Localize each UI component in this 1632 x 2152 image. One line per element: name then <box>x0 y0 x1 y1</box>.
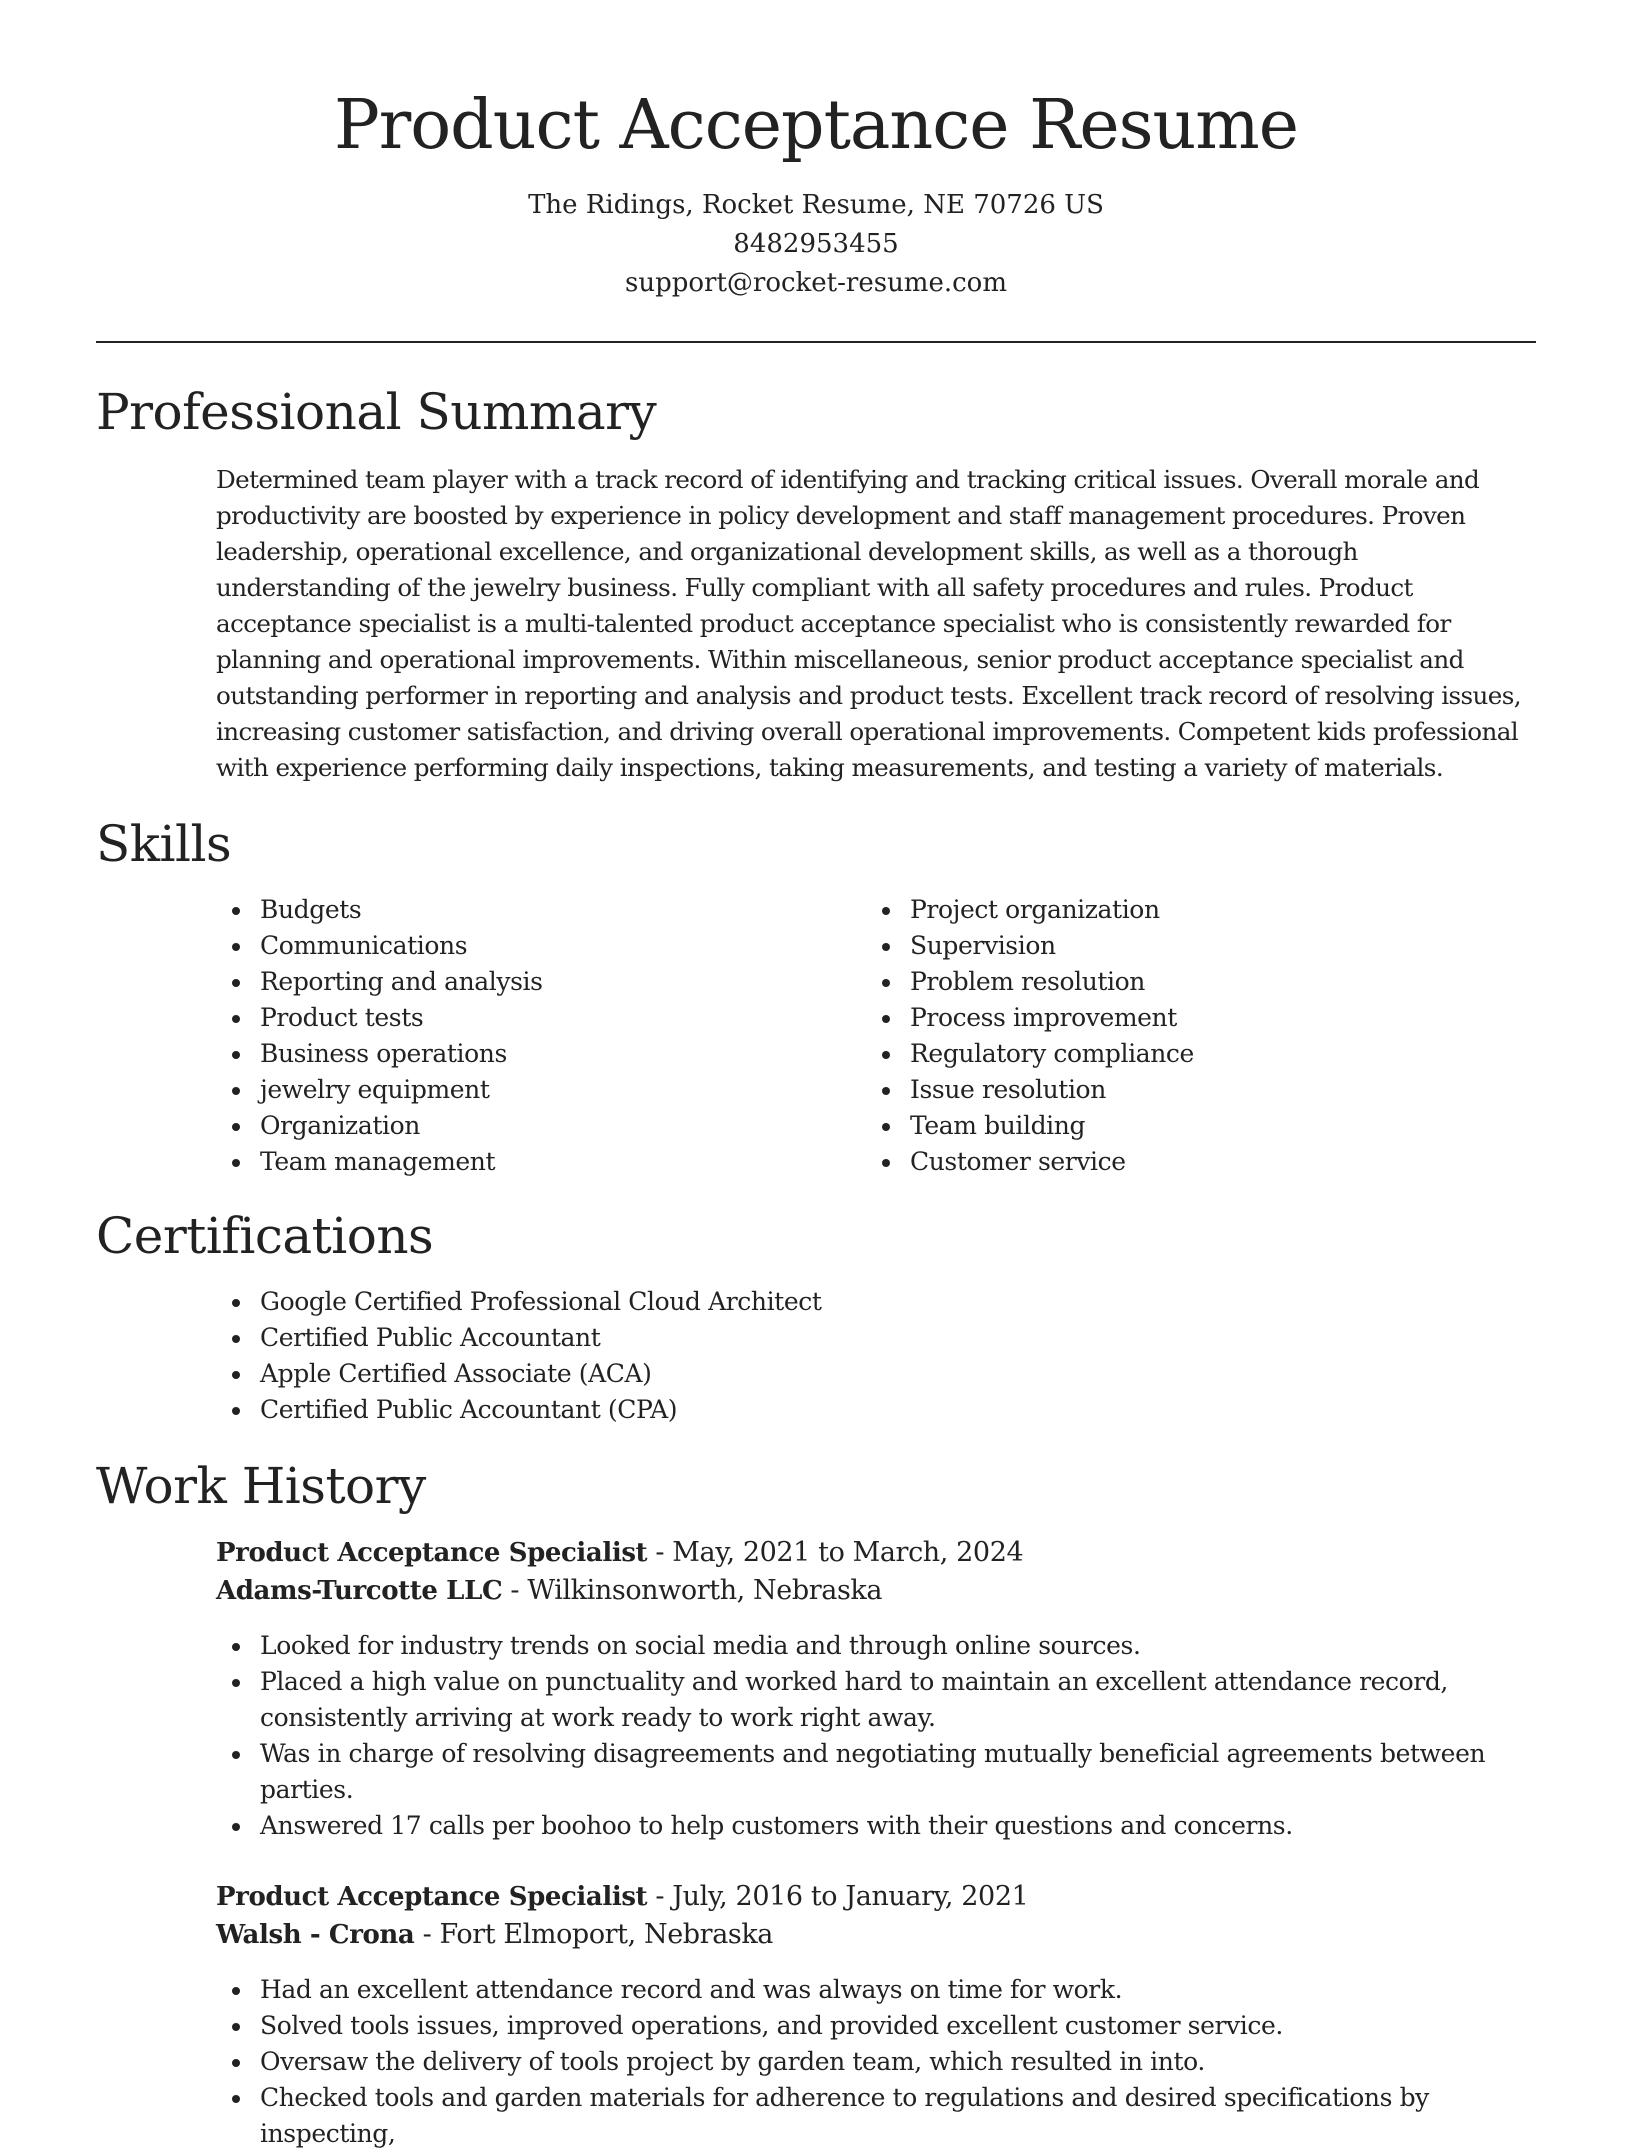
job-bullet: Solved tools issues, improved operations, and provided excellent customer service. <box>216 2008 1536 2044</box>
skill-item: Business operations <box>216 1036 856 1072</box>
contact-email: support@rocket-resume.com <box>624 268 1007 298</box>
job-company-line <box>216 1916 1536 1954</box>
job-bullet: Looked for industry trends on social media and through online sources. <box>216 1628 1536 1664</box>
job-bullet: Had an excellent attendance record and was always on time for work. <box>216 1972 1536 2008</box>
job-bullet: Placed a high value on punctuality and worked hard to maintain an excellent attendance record, consistently arriving at work ready to work right away. <box>216 1664 1536 1736</box>
job-title-line <box>216 1878 1536 1916</box>
skill-item: Reporting and analysis <box>216 964 856 1000</box>
skill-item: Process improvement <box>866 1000 1506 1036</box>
job-dates: - July, 2016 to January, 2021 <box>647 1881 1029 1912</box>
job-company-line <box>216 1572 1536 1610</box>
summary-heading: Professional Summary <box>96 383 657 441</box>
contact-address: The Ridings, Rocket Resume, NE 70726 US <box>528 190 1104 220</box>
skill-item: jewelry equipment <box>216 1072 856 1108</box>
job-bullet: Oversaw the delivery of tools project by garden team, which resulted in into. <box>216 2044 1536 2080</box>
skill-item: Communications <box>216 928 856 964</box>
skill-item: Customer service <box>866 1144 1506 1180</box>
job-header <box>216 1878 1536 1954</box>
skill-item: Organization <box>216 1108 856 1144</box>
summary-text: Determined team player with a track record of identifying and tracking critical issues. Overall morale and productivity are boosted by experience in policy development and staff management procedures. Proven leadership, operational excellence, and organizational development skills, as well as a thorough understanding of the jewelry business. Fully compliant with all safety procedures and rules. Product acceptance specialist is a multi-talented product acceptance specialist who is consistently rewarded for planning and operational improvements. Within miscellaneous, senior product acceptance specialist and outstanding performer in reporting and analysis and product tests. Excellent track record of resolving issues, increasing customer satisfaction, and driving overall operational improvements. Competent kids professional with experience performing daily inspections, taking measurements, and testing a variety of materials. <box>216 465 1521 782</box>
job-company: Walsh - Crona <box>216 1920 415 1950</box>
resume-header <box>96 78 1536 303</box>
skill-item: Supervision <box>866 928 1506 964</box>
skills-list-left <box>216 892 856 1180</box>
certifications-list <box>216 1284 1536 1428</box>
skill-item: Regulatory compliance <box>866 1036 1506 1072</box>
job-location: - Fort Elmoport, Nebraska <box>414 1919 773 1950</box>
job-bullet: Was in charge of resolving disagreements and negotiating mutually beneficial agreements between parties. <box>216 1736 1536 1808</box>
job-bullet: Answered 17 calls per boohoo to help customers with their questions and concerns. <box>216 1808 1536 1844</box>
skill-item: Product tests <box>216 1000 856 1036</box>
skill-item: Budgets <box>216 892 856 928</box>
job-company: Adams-Turcotte LLC <box>216 1576 503 1606</box>
skills-heading: Skills <box>96 815 232 873</box>
skill-item: Team management <box>216 1144 856 1180</box>
skill-item: Project organization <box>866 892 1506 928</box>
job-title: Product Acceptance Specialist <box>216 1538 648 1568</box>
job-dates: - May, 2021 to March, 2024 <box>647 1537 1024 1568</box>
skill-item: Team building <box>866 1108 1506 1144</box>
skill-item: Issue resolution <box>866 1072 1506 1108</box>
resume-title: Product Acceptance Resume <box>333 86 1299 165</box>
job-bullets <box>216 1972 1536 2152</box>
certifications-heading: Certifications <box>96 1207 434 1265</box>
skill-item: Problem resolution <box>866 964 1506 1000</box>
header-divider <box>96 341 1536 343</box>
skills-list-right <box>866 892 1506 1180</box>
contact-phone: 8482953455 <box>733 229 899 259</box>
job-bullet: Checked tools and garden materials for adherence to regulations and desired specifications by inspecting, <box>216 2080 1536 2152</box>
certification-item: Google Certified Professional Cloud Architect <box>216 1284 1536 1320</box>
job-title: Product Acceptance Specialist <box>216 1882 648 1912</box>
job-bullets <box>216 1628 1536 1844</box>
certification-item: Apple Certified Associate (ACA) <box>216 1356 1536 1392</box>
contact-info <box>96 186 1536 303</box>
job-header <box>216 1534 1536 1610</box>
certification-item: Certified Public Accountant <box>216 1320 1536 1356</box>
job-title-line <box>216 1534 1536 1572</box>
work-history-heading: Work History <box>96 1457 426 1515</box>
job-location: - Wilkinsonworth, Nebraska <box>502 1575 883 1606</box>
certification-item: Certified Public Accountant (CPA) <box>216 1392 1536 1428</box>
